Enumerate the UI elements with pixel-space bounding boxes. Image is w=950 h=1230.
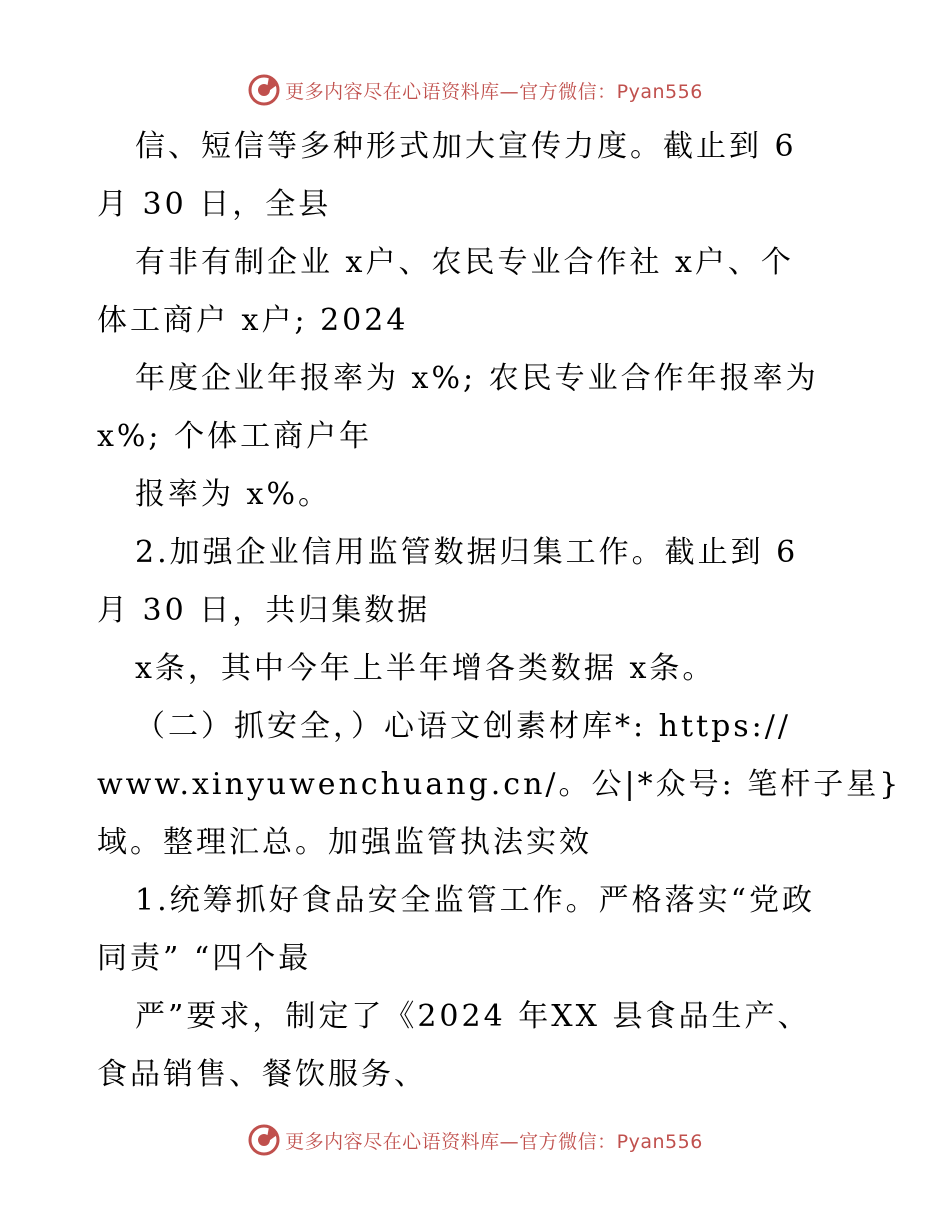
text-line: 月 30 日，全县: [97, 187, 332, 222]
text-line: 1.统筹抓好食品安全监管工作。严格落实“党政: [135, 883, 815, 918]
text-line: 严”要求，制定了《2024 年XX 县食品生产、: [135, 999, 811, 1034]
text-line: 报率为 x%。: [135, 477, 331, 512]
logo-icon: [247, 1123, 281, 1157]
header-banner: [0, 70, 950, 110]
text-line: 同责” “四个最: [97, 941, 312, 976]
text-line: x%; 个体工商户年: [97, 419, 373, 454]
text-line: 年度企业年报率为 x%; 农民专业合作年报率为: [135, 361, 819, 396]
banner-text: 更多内容尽在心语资料库—官方微信：Pyan556: [285, 1130, 703, 1153]
text-line: 信、短信等多种形式加大宣传力度。截止到 6: [135, 129, 797, 164]
text-line: x条，其中今年上半年增各类数据 x条。: [135, 651, 716, 686]
text-line: 体工商户 x户; 2024: [97, 303, 409, 338]
text-line: www.xinyuwenchuang.cn/。公|*众号: 笔杆子星}: [97, 767, 902, 802]
footer-banner: [0, 1120, 950, 1160]
text-line: 有非有制企业 x户、农民专业合作社 x户、个: [135, 245, 794, 280]
logo-icon: [247, 73, 281, 107]
text-line: 月 30 日，共归集数据: [97, 593, 431, 628]
text-line: 2.加强企业信用监管数据归集工作。截止到 6: [135, 535, 799, 570]
banner-text: 更多内容尽在心语资料库—官方微信：Pyan556: [285, 80, 703, 103]
text-line: （二）抓安全，）心语文创素材库*: https://: [135, 709, 791, 744]
text-line: 食品销售、餐饮服务、: [97, 1057, 427, 1092]
text-line: 域。整理汇总。加强监管执法实效: [97, 825, 592, 860]
